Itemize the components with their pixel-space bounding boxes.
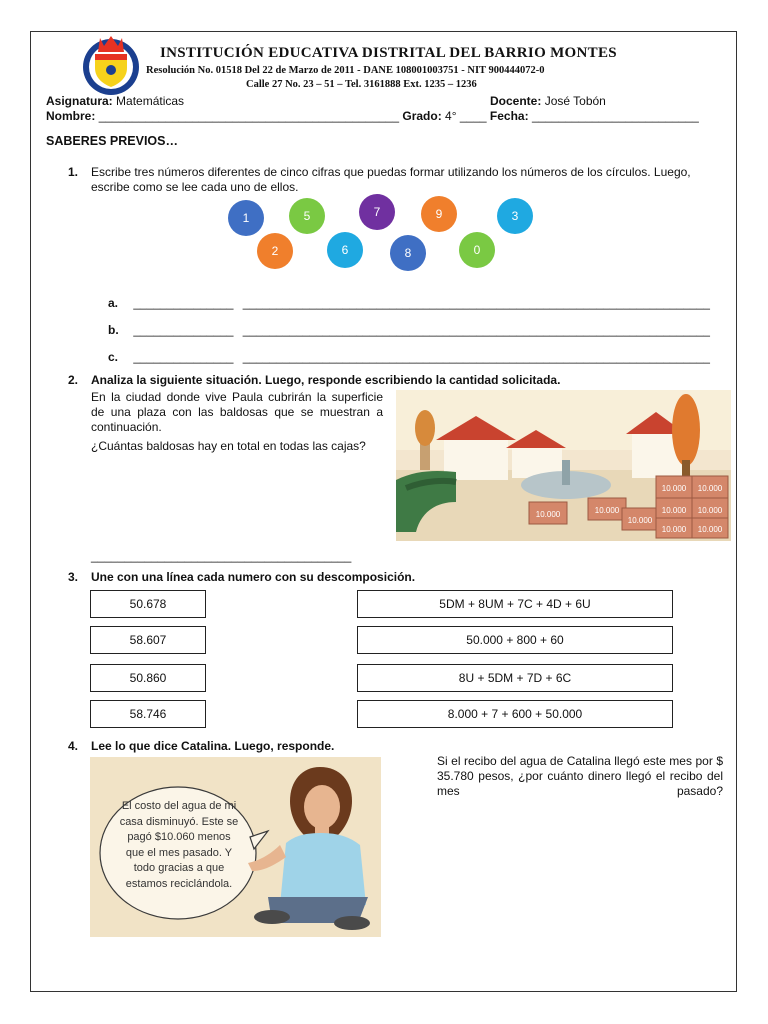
svg-text:10.000: 10.000 [627,516,653,525]
address-line: Calle 27 No. 23 – 51 – Tel. 3161888 Ext. 1235 – 1236 [246,79,477,90]
q1-number: 1. [68,165,79,179]
answer-row-b [108,323,710,337]
tile-box [656,518,692,538]
date-label: Fecha: [489,109,529,123]
tile-box [656,476,692,498]
q2-answer-field[interactable]: _______________________________________ [91,549,352,563]
answer-row-c [108,350,710,364]
name-field[interactable]: _____________________________________________ [98,109,400,123]
answer-label: b. [108,323,119,337]
svg-text:10.000: 10.000 [661,506,687,515]
q2-number: 2. [68,373,79,387]
circle-number: 7 [359,194,395,230]
q2-text: En la ciudad donde vive Paula cubrirán la superficie de una plaza con las baldosas que se muestran a continuación. [91,390,383,434]
teacher-label: Docente: [490,94,542,108]
circle-number: 3 [497,198,533,234]
circle-number: 9 [421,196,457,232]
decomposition-box[interactable]: 50.000 + 800 + 60 [357,626,673,654]
q4-number: 4. [68,739,79,753]
decomposition-box[interactable]: 8.000 + 7 + 600 + 50.000 [357,700,673,728]
number-answer-field[interactable]: _______________ [133,323,234,337]
tile-box [692,518,728,538]
q3-number: 3. [68,570,79,584]
circle-number: 2 [257,233,293,269]
number-box[interactable]: 50.860 [90,664,206,692]
number-box[interactable]: 50.678 [90,590,206,618]
number-answer-field[interactable]: _______________ [133,350,234,364]
school-crest-logo [80,32,142,98]
svg-text:10.000: 10.000 [661,484,687,493]
circle-number: 1 [228,200,264,236]
answer-label: a. [108,296,119,310]
svg-text:10.000: 10.000 [697,506,723,515]
tile-box [622,508,658,530]
speech-bubble-text: El costo del agua de mi casa disminuyó. Este se pagó $10.060 menos que el mes pasado. Y todo gracias a que estamos reciclándola. [119,800,239,890]
section-title: SABERES PREVIOS… [46,134,178,148]
grade-label: Grado: [402,109,442,123]
subject-label: Asignatura: [46,94,113,108]
q1-text: Escribe tres números diferentes de cinco cifras que puedas formar utilizando los números de los círculos. Luego, escribe como se lee cada uno de ellos. [91,165,691,194]
number-answer-field[interactable]: _______________ [133,296,234,310]
q4-question: Si el recibo del agua de Catalina llegó este mes por $ 35.780 pesos, ¿por cuánto dinero llegó el recibo del mes pasado? [437,754,723,798]
resolution-line: Resolución No. 01518 Del 22 de Marzo de 2011 - DANE 108001003751 - NIT 900444072-0 [146,65,545,76]
circle-number: 6 [327,232,363,268]
svg-text:10.000: 10.000 [697,525,723,534]
tile-box [692,498,728,520]
name-row [46,109,699,123]
teacher-row [490,94,606,108]
q4-title: Lee lo que dice Catalina. Luego, responde. [91,739,335,753]
subject-value: Matemáticas [116,94,185,108]
decomposition-box[interactable]: 8U + 5DM + 7D + 6C [357,664,673,692]
circle-number: 8 [390,235,426,271]
q3-title: Une con una línea cada numero con su descomposición. [91,570,416,584]
circle-number: 0 [459,232,495,268]
tile-box [692,476,728,498]
plaza-illustration [396,390,731,541]
answer-label: c. [108,350,119,364]
svg-text:10.000: 10.000 [594,506,620,515]
circle-number: 5 [289,198,325,234]
subject-row [46,94,184,108]
number-box[interactable]: 58.607 [90,626,206,654]
svg-text:10.000: 10.000 [661,525,687,534]
institution-name: INSTITUCIÓN EDUCATIVA DISTRITAL DEL BARRIO MONTES [160,45,617,61]
svg-text:10.000: 10.000 [697,484,723,493]
reading-answer-field[interactable]: ______________________________________________________________________ [242,350,710,364]
tile-box [656,498,692,520]
tile-box [529,502,567,524]
date-field[interactable]: _________________________ [531,109,699,123]
reading-answer-field[interactable]: ______________________________________________________________________ [242,296,710,310]
tile-box [588,498,626,520]
decomposition-box[interactable]: 5DM + 8UM + 7C + 4D + 6U [357,590,673,618]
q2-question: ¿Cuántas baldosas hay en total en todas las cajas? [91,439,366,453]
q2-title: Analiza la siguiente situación. Luego, responde escribiendo la cantidad solicitada. [91,373,561,387]
reading-answer-field[interactable]: ______________________________________________________________________ [242,323,710,337]
name-label: Nombre: [46,109,96,123]
number-box[interactable]: 58.746 [90,700,206,728]
grade-field[interactable]: 4° ____ [445,109,487,123]
answer-row-a [108,296,710,310]
teacher-value: José Tobón [544,94,606,108]
svg-text:10.000: 10.000 [535,510,561,519]
